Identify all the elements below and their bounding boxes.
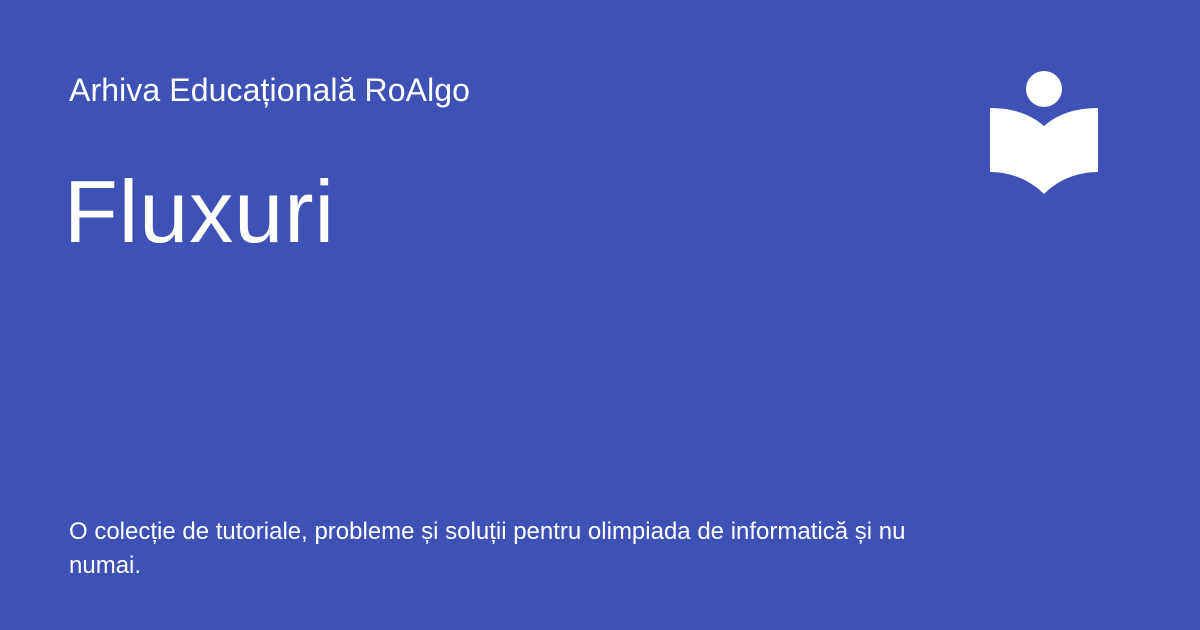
page-description: O colecție de tutoriale, probleme și soluții pentru olimpiada de informatică și nu numai. [69, 518, 906, 579]
site-name: Arhiva Educațională RoAlgo [69, 72, 471, 108]
reader-head [1026, 71, 1062, 107]
reader-book-icon [988, 70, 1100, 198]
page-title: Fluxuri [64, 162, 336, 261]
open-book [990, 108, 1098, 194]
